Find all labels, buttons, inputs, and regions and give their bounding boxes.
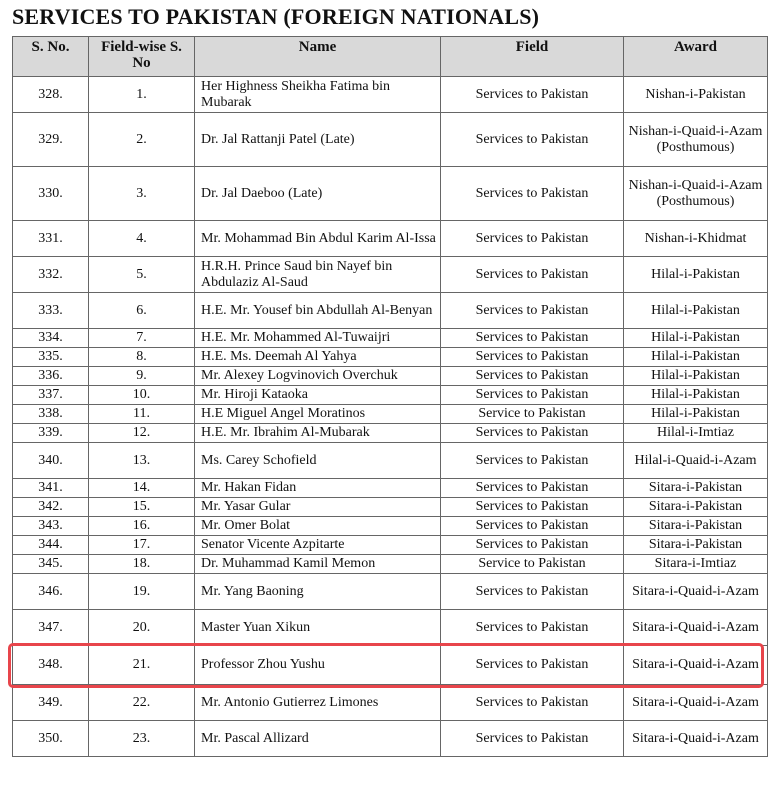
cell-sno: 349.	[13, 685, 89, 721]
cell-fieldwise-sno: 21.	[89, 646, 195, 685]
table-row	[13, 498, 768, 517]
cell-fieldwise-sno: 16.	[89, 517, 195, 536]
cell-field: Services to Pakistan	[441, 367, 624, 386]
table-row	[13, 167, 768, 221]
cell-award: Sitara-i-Pakistan	[624, 517, 768, 536]
cell-field: Services to Pakistan	[441, 498, 624, 517]
cell-fieldwise-sno: 20.	[89, 610, 195, 646]
cell-field: Service to Pakistan	[441, 555, 624, 574]
cell-name: Mr. Alexey Logvinovich Overchuk	[195, 367, 441, 386]
cell-field: Services to Pakistan	[441, 517, 624, 536]
table-row	[13, 685, 768, 721]
cell-fieldwise-sno: 7.	[89, 329, 195, 348]
cell-name: H.E. Mr. Ibrahim Al-Mubarak	[195, 424, 441, 443]
cell-fieldwise-sno: 22.	[89, 685, 195, 721]
cell-fieldwise-sno: 13.	[89, 443, 195, 479]
header-fieldwise-sno: Field-wise S. No	[89, 37, 195, 77]
cell-fieldwise-sno: 14.	[89, 479, 195, 498]
cell-fieldwise-sno: 12.	[89, 424, 195, 443]
cell-field: Services to Pakistan	[441, 610, 624, 646]
cell-name: H.E. Ms. Deemah Al Yahya	[195, 348, 441, 367]
cell-field: Services to Pakistan	[441, 721, 624, 757]
cell-name: Master Yuan Xikun	[195, 610, 441, 646]
cell-award: Nishan-i-Quaid-i-Azam (Posthumous)	[624, 113, 768, 167]
cell-fieldwise-sno: 9.	[89, 367, 195, 386]
cell-name: Mr. Hakan Fidan	[195, 479, 441, 498]
cell-sno: 342.	[13, 498, 89, 517]
cell-award: Hilal-i-Pakistan	[624, 348, 768, 367]
cell-fieldwise-sno: 6.	[89, 293, 195, 329]
page-title: SERVICES TO PAKISTAN (FOREIGN NATIONALS)	[12, 4, 540, 29]
cell-fieldwise-sno: 19.	[89, 574, 195, 610]
cell-award: Sitara-i-Pakistan	[624, 498, 768, 517]
cell-field: Services to Pakistan	[441, 113, 624, 167]
cell-field: Services to Pakistan	[441, 574, 624, 610]
cell-name: Mr. Hiroji Kataoka	[195, 386, 441, 405]
table-row	[13, 367, 768, 386]
cell-award: Sitara-i-Quaid-i-Azam	[624, 610, 768, 646]
cell-field: Services to Pakistan	[441, 479, 624, 498]
table-row	[13, 405, 768, 424]
header-name: Name	[195, 37, 441, 77]
cell-award: Hilal-i-Quaid-i-Azam	[624, 443, 768, 479]
cell-fieldwise-sno: 8.	[89, 348, 195, 367]
cell-sno: 328.	[13, 77, 89, 113]
cell-field: Services to Pakistan	[441, 257, 624, 293]
cell-award: Nishan-i-Quaid-i-Azam (Posthumous)	[624, 167, 768, 221]
cell-name: Ms. Carey Schofield	[195, 443, 441, 479]
cell-award: Sitara-i-Pakistan	[624, 536, 768, 555]
cell-name: Dr. Jal Rattanji Patel (Late)	[195, 113, 441, 167]
table-row	[13, 348, 768, 367]
cell-name: Mr. Omer Bolat	[195, 517, 441, 536]
cell-name: H.E. Mr. Mohammed Al-Tuwaijri	[195, 329, 441, 348]
cell-sno: 350.	[13, 721, 89, 757]
cell-sno: 345.	[13, 555, 89, 574]
table-row	[13, 555, 768, 574]
cell-sno: 341.	[13, 479, 89, 498]
cell-name: H.E Miguel Angel Moratinos	[195, 405, 441, 424]
cell-field: Service to Pakistan	[441, 405, 624, 424]
table-row	[13, 386, 768, 405]
cell-sno: 333.	[13, 293, 89, 329]
cell-field: Services to Pakistan	[441, 329, 624, 348]
cell-sno: 339.	[13, 424, 89, 443]
cell-award: Hilal-i-Pakistan	[624, 386, 768, 405]
cell-fieldwise-sno: 2.	[89, 113, 195, 167]
table-row	[13, 443, 768, 479]
cell-award: Nishan-i-Khidmat	[624, 221, 768, 257]
cell-award: Hilal-i-Pakistan	[624, 405, 768, 424]
cell-sno: 344.	[13, 536, 89, 555]
cell-fieldwise-sno: 5.	[89, 257, 195, 293]
cell-field: Services to Pakistan	[441, 293, 624, 329]
cell-name: Mr. Mohammad Bin Abdul Karim Al-Issa	[195, 221, 441, 257]
table-row	[13, 77, 768, 113]
cell-fieldwise-sno: 10.	[89, 386, 195, 405]
cell-sno: 330.	[13, 167, 89, 221]
cell-award: Sitara-i-Quaid-i-Azam	[624, 721, 768, 757]
table-row	[13, 721, 768, 757]
table-row	[13, 257, 768, 293]
cell-field: Services to Pakistan	[441, 386, 624, 405]
cell-award: Sitara-i-Quaid-i-Azam	[624, 574, 768, 610]
table-header-row	[13, 37, 768, 77]
table-row	[13, 536, 768, 555]
cell-award: Sitara-i-Quaid-i-Azam	[624, 685, 768, 721]
cell-fieldwise-sno: 15.	[89, 498, 195, 517]
table-row	[13, 113, 768, 167]
cell-name: Mr. Pascal Allizard	[195, 721, 441, 757]
cell-name: Mr. Yasar Gular	[195, 498, 441, 517]
table-row	[13, 293, 768, 329]
cell-name: Her Highness Sheikha Fatima bin Mubarak	[195, 77, 441, 113]
cell-award: Sitara-i-Quaid-i-Azam	[624, 646, 768, 685]
awards-table	[12, 36, 768, 757]
cell-sno: 334.	[13, 329, 89, 348]
cell-sno: 329.	[13, 113, 89, 167]
cell-fieldwise-sno: 1.	[89, 77, 195, 113]
cell-sno: 332.	[13, 257, 89, 293]
table-row	[13, 517, 768, 536]
cell-sno: 335.	[13, 348, 89, 367]
table-row	[13, 221, 768, 257]
cell-award: Hilal-i-Pakistan	[624, 329, 768, 348]
header-field: Field	[441, 37, 624, 77]
cell-award: Sitara-i-Pakistan	[624, 479, 768, 498]
cell-field: Services to Pakistan	[441, 221, 624, 257]
cell-fieldwise-sno: 18.	[89, 555, 195, 574]
table-row	[13, 610, 768, 646]
cell-name: Mr. Yang Baoning	[195, 574, 441, 610]
cell-field: Services to Pakistan	[441, 167, 624, 221]
cell-sno: 348.	[13, 646, 89, 685]
cell-sno: 343.	[13, 517, 89, 536]
cell-sno: 346.	[13, 574, 89, 610]
cell-field: Services to Pakistan	[441, 685, 624, 721]
cell-field: Services to Pakistan	[441, 424, 624, 443]
table-row	[13, 574, 768, 610]
cell-award: Hilal-i-Pakistan	[624, 293, 768, 329]
cell-fieldwise-sno: 11.	[89, 405, 195, 424]
cell-fieldwise-sno: 3.	[89, 167, 195, 221]
cell-name: Mr. Antonio Gutierrez Limones	[195, 685, 441, 721]
cell-sno: 331.	[13, 221, 89, 257]
cell-name: Professor Zhou Yushu	[195, 646, 441, 685]
cell-sno: 336.	[13, 367, 89, 386]
cell-name: Dr. Jal Daeboo (Late)	[195, 167, 441, 221]
cell-sno: 347.	[13, 610, 89, 646]
cell-field: Services to Pakistan	[441, 646, 624, 685]
cell-fieldwise-sno: 17.	[89, 536, 195, 555]
cell-award: Sitara-i-Imtiaz	[624, 555, 768, 574]
cell-fieldwise-sno: 23.	[89, 721, 195, 757]
header-award: Award	[624, 37, 768, 77]
cell-field: Services to Pakistan	[441, 536, 624, 555]
table-row	[13, 646, 768, 685]
header-sno: S. No.	[13, 37, 89, 77]
cell-name: H.E. Mr. Yousef bin Abdullah Al-Benyan	[195, 293, 441, 329]
cell-award: Hilal-i-Imtiaz	[624, 424, 768, 443]
cell-field: Services to Pakistan	[441, 348, 624, 367]
table-row	[13, 479, 768, 498]
cell-field: Services to Pakistan	[441, 77, 624, 113]
table-row	[13, 424, 768, 443]
cell-field: Services to Pakistan	[441, 443, 624, 479]
cell-sno: 338.	[13, 405, 89, 424]
cell-award: Hilal-i-Pakistan	[624, 257, 768, 293]
table-row	[13, 329, 768, 348]
cell-award: Hilal-i-Pakistan	[624, 367, 768, 386]
cell-name: Senator Vicente Azpitarte	[195, 536, 441, 555]
cell-name: H.R.H. Prince Saud bin Nayef bin Abdulaziz Al-Saud	[195, 257, 441, 293]
cell-name: Dr. Muhammad Kamil Memon	[195, 555, 441, 574]
cell-fieldwise-sno: 4.	[89, 221, 195, 257]
cell-sno: 340.	[13, 443, 89, 479]
cell-sno: 337.	[13, 386, 89, 405]
cell-award: Nishan-i-Pakistan	[624, 77, 768, 113]
